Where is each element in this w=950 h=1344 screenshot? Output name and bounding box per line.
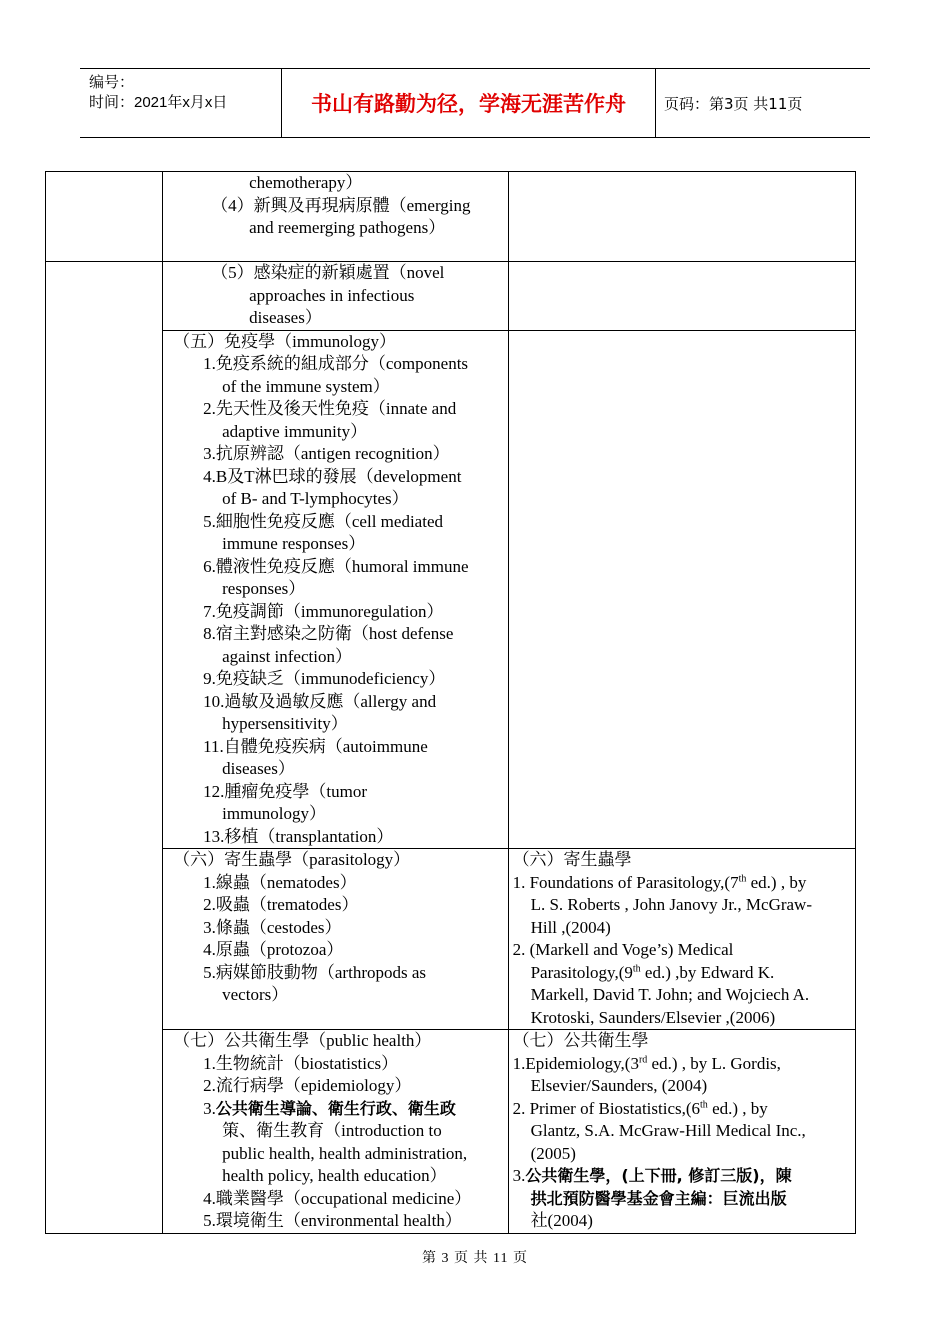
list-item: 9.免疫缺乏（immunodeficiency） — [203, 669, 446, 688]
reference-cell — [508, 330, 855, 849]
list-item: chemotherapy） — [249, 173, 363, 192]
header-number: 编号： — [89, 74, 135, 91]
list-item: 4.原蟲（protozoa） — [203, 940, 344, 959]
list-item — [509, 1188, 855, 1211]
list-item: Markell, David T. John; and Wojciech A. — [530, 985, 810, 1004]
table-cell — [46, 172, 163, 262]
list-item: and reemerging pathogens） — [249, 218, 446, 237]
bold-text: 公共衛生學，(上下冊, 修訂三版)，陳 — [525, 1166, 792, 1185]
superscript: rd — [638, 1053, 648, 1065]
syllabus-table — [45, 171, 856, 1234]
list-item: （5）感染症的新穎處置（novel — [211, 263, 445, 282]
list-item: 1.生物統計（biostatistics） — [203, 1053, 399, 1073]
list-item: 11.自體免疫疾病（autoimmune — [203, 736, 428, 756]
list-item: immunology） — [222, 804, 327, 823]
list-item: of the immune system） — [222, 376, 390, 396]
list-item: 1.Epidemiology,(3rd ed.) , by L. Gordis, — [512, 1053, 781, 1073]
superscript: th — [632, 962, 641, 974]
list-item: Hill ,(2004) — [530, 917, 611, 937]
list-item: 5.環境衛生（environmental health） — [203, 1211, 462, 1230]
list-item: vectors） — [222, 985, 289, 1004]
list-item: responses） — [222, 579, 306, 598]
header-motto: 书山有路勤为径，学海无涯苦作舟 — [282, 69, 656, 137]
superscript: th — [700, 1098, 708, 1110]
reference-cell — [508, 849, 855, 1030]
list-item: （五）免疫學（immunology） — [173, 331, 397, 351]
header-date: 时间：2021年x月x日 — [89, 94, 228, 111]
bold-text: 公共衛生導論、衛生行政、衛生政 — [215, 1098, 456, 1118]
list-item: 3.抗原辨認（antigen recognition） — [203, 444, 450, 463]
bold-text: 拱北預防醫學基金會主編：巨流出版 — [530, 1188, 787, 1208]
reference-cell — [508, 1030, 855, 1234]
page-footer: 第 3 页 共 11 页 — [422, 1251, 528, 1266]
list-item: of B- and T-lymphocytes） — [222, 489, 409, 508]
list-item: 2.流行病學（epidemiology） — [203, 1076, 412, 1095]
list-item: 4.職業醫學（occupational medicine） — [203, 1188, 472, 1208]
list-item: （4）新興及再現病原體（emerging — [211, 195, 471, 215]
list-item: 12.腫瘤免疫學（tumor — [203, 781, 367, 801]
list-item: 5.病媒節肢動物（arthropods as — [203, 962, 427, 982]
list-item: immune responses） — [222, 534, 366, 553]
list-item: 2.先天性及後天性免疫（innate and — [203, 399, 457, 418]
list-item: against infection） — [222, 646, 352, 666]
list-item: 13.移植（transplantation） — [203, 826, 394, 846]
list-item: health policy, health education） — [222, 1166, 447, 1185]
list-item: 7.免疫調節（immunoregulation） — [203, 601, 444, 621]
superscript: th — [738, 872, 747, 884]
header-meta — [80, 69, 282, 137]
list-item: （六）寄生蟲學 — [512, 850, 632, 869]
reference-cell — [508, 262, 855, 331]
list-item: （六）寄生蟲學（parasitology） — [173, 850, 411, 869]
list-item: （七）公共衛生學（public health） — [173, 1031, 432, 1050]
list-item: 3.條蟲（cestodes） — [203, 917, 342, 937]
list-item: diseases） — [222, 759, 295, 778]
topic-cell — [163, 1030, 508, 1234]
list-item: 5.細胞性免疫反應（cell mediated — [203, 511, 443, 531]
topic-cell — [163, 262, 508, 331]
list-item: 10.過敏及過敏反應（allergy and — [203, 691, 437, 711]
list-item: Krotoski, Saunders/Elsevier ,(2006) — [530, 1007, 776, 1027]
list-item: approaches in infectious — [249, 285, 415, 305]
list-item: Glantz, S.A. McGraw-Hill Medical Inc., — [530, 1121, 806, 1140]
header-page-number: 页码：第3页 共11页 — [664, 94, 803, 113]
list-item: (2005) — [530, 1143, 576, 1163]
list-item: 8.宿主對感染之防衛（host defense — [203, 624, 454, 643]
list-item: Parasitology,(9th ed.) ,by Edward K. — [530, 962, 775, 982]
list-item: L. S. Roberts , John Janovy Jr., McGraw- — [530, 895, 812, 914]
list-item: 2. Primer of Biostatistics,(6th ed.) , by — [512, 1098, 768, 1118]
table-row — [46, 849, 856, 1030]
list-item: 2.吸蟲（trematodes） — [203, 895, 359, 914]
list-item: 社(2004) — [530, 1211, 593, 1230]
topic-cell — [163, 172, 508, 262]
list-item: Elsevier/Saunders, (2004) — [530, 1076, 708, 1095]
table-row — [46, 330, 856, 849]
list-item: 3.公共衛生導論、衛生行政、衛生政 — [203, 1098, 456, 1118]
list-item: 3.公共衛生學，(上下冊, 修訂三版)，陳 — [512, 1166, 792, 1185]
list-item: 1. Foundations of Parasitology,(7th ed.) , by — [512, 872, 807, 892]
list-item: 6.體液性免疫反應（humoral immune — [203, 556, 469, 576]
list-item: 策、衛生教育（introduction to — [222, 1121, 442, 1140]
list-item: 1.免疫系統的組成部分（components — [203, 354, 469, 373]
list-item: 2. (Markell and Voge’s) Medical — [512, 940, 734, 959]
list-item: adaptive immunity） — [222, 421, 368, 441]
topic-cell — [163, 849, 508, 1030]
list-item: diseases） — [249, 308, 322, 327]
reference-cell — [508, 172, 855, 262]
list-item: hypersensitivity） — [222, 714, 348, 733]
topic-cell — [163, 330, 508, 849]
table-row — [46, 172, 856, 262]
list-item: （七）公共衛生學 — [512, 1031, 649, 1050]
table-row — [46, 1030, 856, 1234]
list-item: 1.線蟲（nematodes） — [203, 872, 357, 892]
page-header — [80, 68, 870, 138]
list-item: 4.B及T淋巴球的發展（development — [203, 466, 462, 486]
table-cell — [46, 262, 163, 1234]
table-row — [46, 262, 856, 331]
list-item: public health, health administration, — [222, 1143, 468, 1163]
